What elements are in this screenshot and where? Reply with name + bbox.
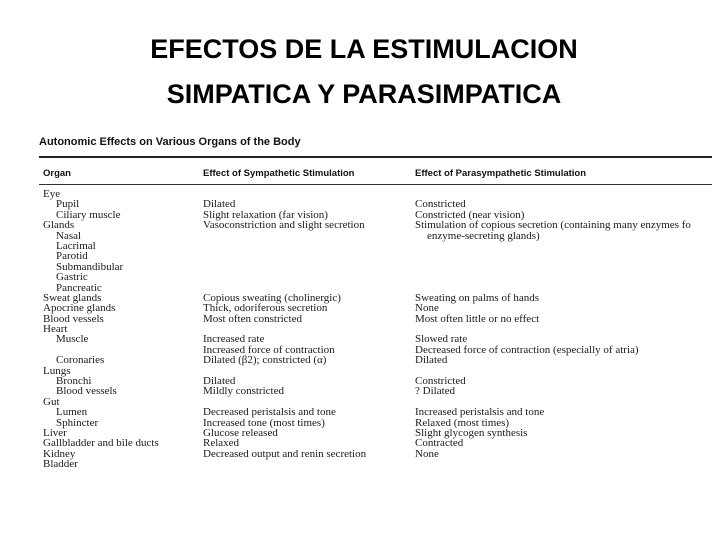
table-row <box>0 407 728 417</box>
table-top-rule <box>39 156 712 158</box>
sympathetic-effect-cell: Increased force of contraction <box>203 343 335 356</box>
sympathetic-effect-cell: Increased tone (most times) <box>203 416 325 429</box>
table-row <box>0 241 728 251</box>
sympathetic-effect-cell: Dilated (β2); constricted (α) <box>203 354 327 367</box>
table-row <box>0 386 728 396</box>
parasympathetic-effect-cell: Stimulation of copious secretion (containing many enzymes fo <box>415 219 691 232</box>
organ-cell: Blood vessels <box>43 312 104 325</box>
organ-cell: Pupil <box>56 198 80 211</box>
organ-cell: Eye <box>43 188 61 200</box>
sympathetic-effect-cell: Decreased output and renin secretion <box>203 447 367 460</box>
parasympathetic-effect-cell: Contracted <box>415 437 464 450</box>
table-row <box>0 272 728 282</box>
table-row <box>0 283 728 293</box>
table-row <box>0 397 728 407</box>
organ-cell: Sweat glands <box>43 291 102 304</box>
column-header-organ: Organ <box>43 168 71 179</box>
organ-cell: Coronaries <box>56 354 105 367</box>
organ-cell: Pancreatic <box>56 281 102 294</box>
parasympathetic-effect-cell: Constricted (near vision) <box>415 208 525 221</box>
sympathetic-effect-cell: Decreased peristalsis and tone <box>203 406 336 419</box>
parasympathetic-effect-cell: Most often little or no effect <box>415 312 540 325</box>
table-row <box>0 355 728 365</box>
sympathetic-effect-cell: Dilated <box>203 198 236 211</box>
effects-table-body <box>0 189 728 470</box>
parasympathetic-effect-cell: Decreased force of contraction (especially of atria) <box>415 343 639 356</box>
sympathetic-effect-cell: Vasoconstriction and slight secretion <box>203 219 365 232</box>
parasympathetic-effect-cell: ? Dilated <box>415 385 456 398</box>
parasympathetic-effect-cell: Increased peristalsis and tone <box>415 406 545 419</box>
table-row <box>0 262 728 272</box>
organ-cell: Ciliary muscle <box>56 208 121 221</box>
sympathetic-effect-cell: Slight relaxation (far vision) <box>203 208 328 221</box>
column-header-parasympathetic: Effect of Parasympathetic Stimulation <box>415 168 587 179</box>
parasympathetic-effect-cell: Constricted <box>415 375 466 388</box>
slide-title-line-1: EFECTOS DE LA ESTIMULACION <box>150 34 578 64</box>
table-row <box>0 345 728 355</box>
table-row <box>0 189 728 199</box>
organ-cell: Bronchi <box>56 375 92 388</box>
table-row <box>0 231 728 241</box>
organ-cell: Lacrimal <box>56 239 96 252</box>
organ-cell: Kidney <box>43 447 76 460</box>
sympathetic-effect-cell: Increased rate <box>203 333 265 346</box>
table-row <box>0 303 728 313</box>
organ-cell: Apocrine glands <box>43 302 116 315</box>
organ-cell: Gallbladder and bile ducts <box>43 437 159 450</box>
table-row <box>0 324 728 334</box>
slide-title <box>0 27 728 117</box>
table-row <box>0 449 728 459</box>
parasympathetic-effect-cell: Slowed rate <box>415 333 468 346</box>
sympathetic-effect-cell: Relaxed <box>203 437 240 450</box>
organ-cell: Blood vessels <box>56 385 117 398</box>
sympathetic-effect-cell: Thick, odoriferous secretion <box>203 302 328 315</box>
organ-cell: Gut <box>43 395 60 408</box>
parasympathetic-effect-cell: Constricted <box>415 198 466 211</box>
organ-cell: Lungs <box>43 364 71 377</box>
organ-cell: Heart <box>43 323 68 336</box>
table-row <box>0 314 728 324</box>
parasympathetic-effect-cell: enzyme-secreting glands) <box>427 229 540 242</box>
organ-cell: Parotid <box>56 250 88 263</box>
parasympathetic-effect-cell: Slight glycogen synthesis <box>415 426 528 439</box>
sympathetic-effect-cell: Dilated <box>203 375 236 388</box>
sympathetic-effect-cell: Copious sweating (cholinergic) <box>203 291 341 304</box>
table-caption: Autonomic Effects on Various Organs of the Body <box>39 136 301 148</box>
organ-cell: Gastric <box>56 271 88 284</box>
parasympathetic-effect-cell: None <box>415 302 439 315</box>
parasympathetic-effect-cell: Relaxed (most times) <box>415 416 510 429</box>
column-header-sympathetic: Effect of Sympathetic Stimulation <box>203 168 355 179</box>
organ-cell: Glands <box>43 219 75 232</box>
table-header-rule <box>39 184 712 185</box>
parasympathetic-effect-cell: Sweating on palms of hands <box>415 291 540 304</box>
slide-title-line-2: SIMPATICA Y PARASIMPATICA <box>166 79 562 109</box>
organ-cell: Muscle <box>56 333 89 346</box>
table-row <box>0 418 728 428</box>
organ-cell: Liver <box>43 426 67 439</box>
organ-cell: Nasal <box>56 229 82 242</box>
table-row <box>0 220 728 230</box>
organ-cell: Sphincter <box>56 416 99 429</box>
table-row <box>0 459 728 469</box>
parasympathetic-effect-cell: None <box>415 447 439 460</box>
sympathetic-effect-cell: Glucose released <box>203 426 278 439</box>
organ-cell: Lumen <box>56 406 88 419</box>
parasympathetic-effect-cell: Dilated <box>415 354 448 367</box>
organ-cell: Bladder <box>43 458 78 471</box>
table-row <box>0 366 728 376</box>
organ-cell: Submandibular <box>56 260 124 273</box>
sympathetic-effect-cell: Mildly constricted <box>203 385 284 398</box>
sympathetic-effect-cell: Most often constricted <box>203 312 302 325</box>
